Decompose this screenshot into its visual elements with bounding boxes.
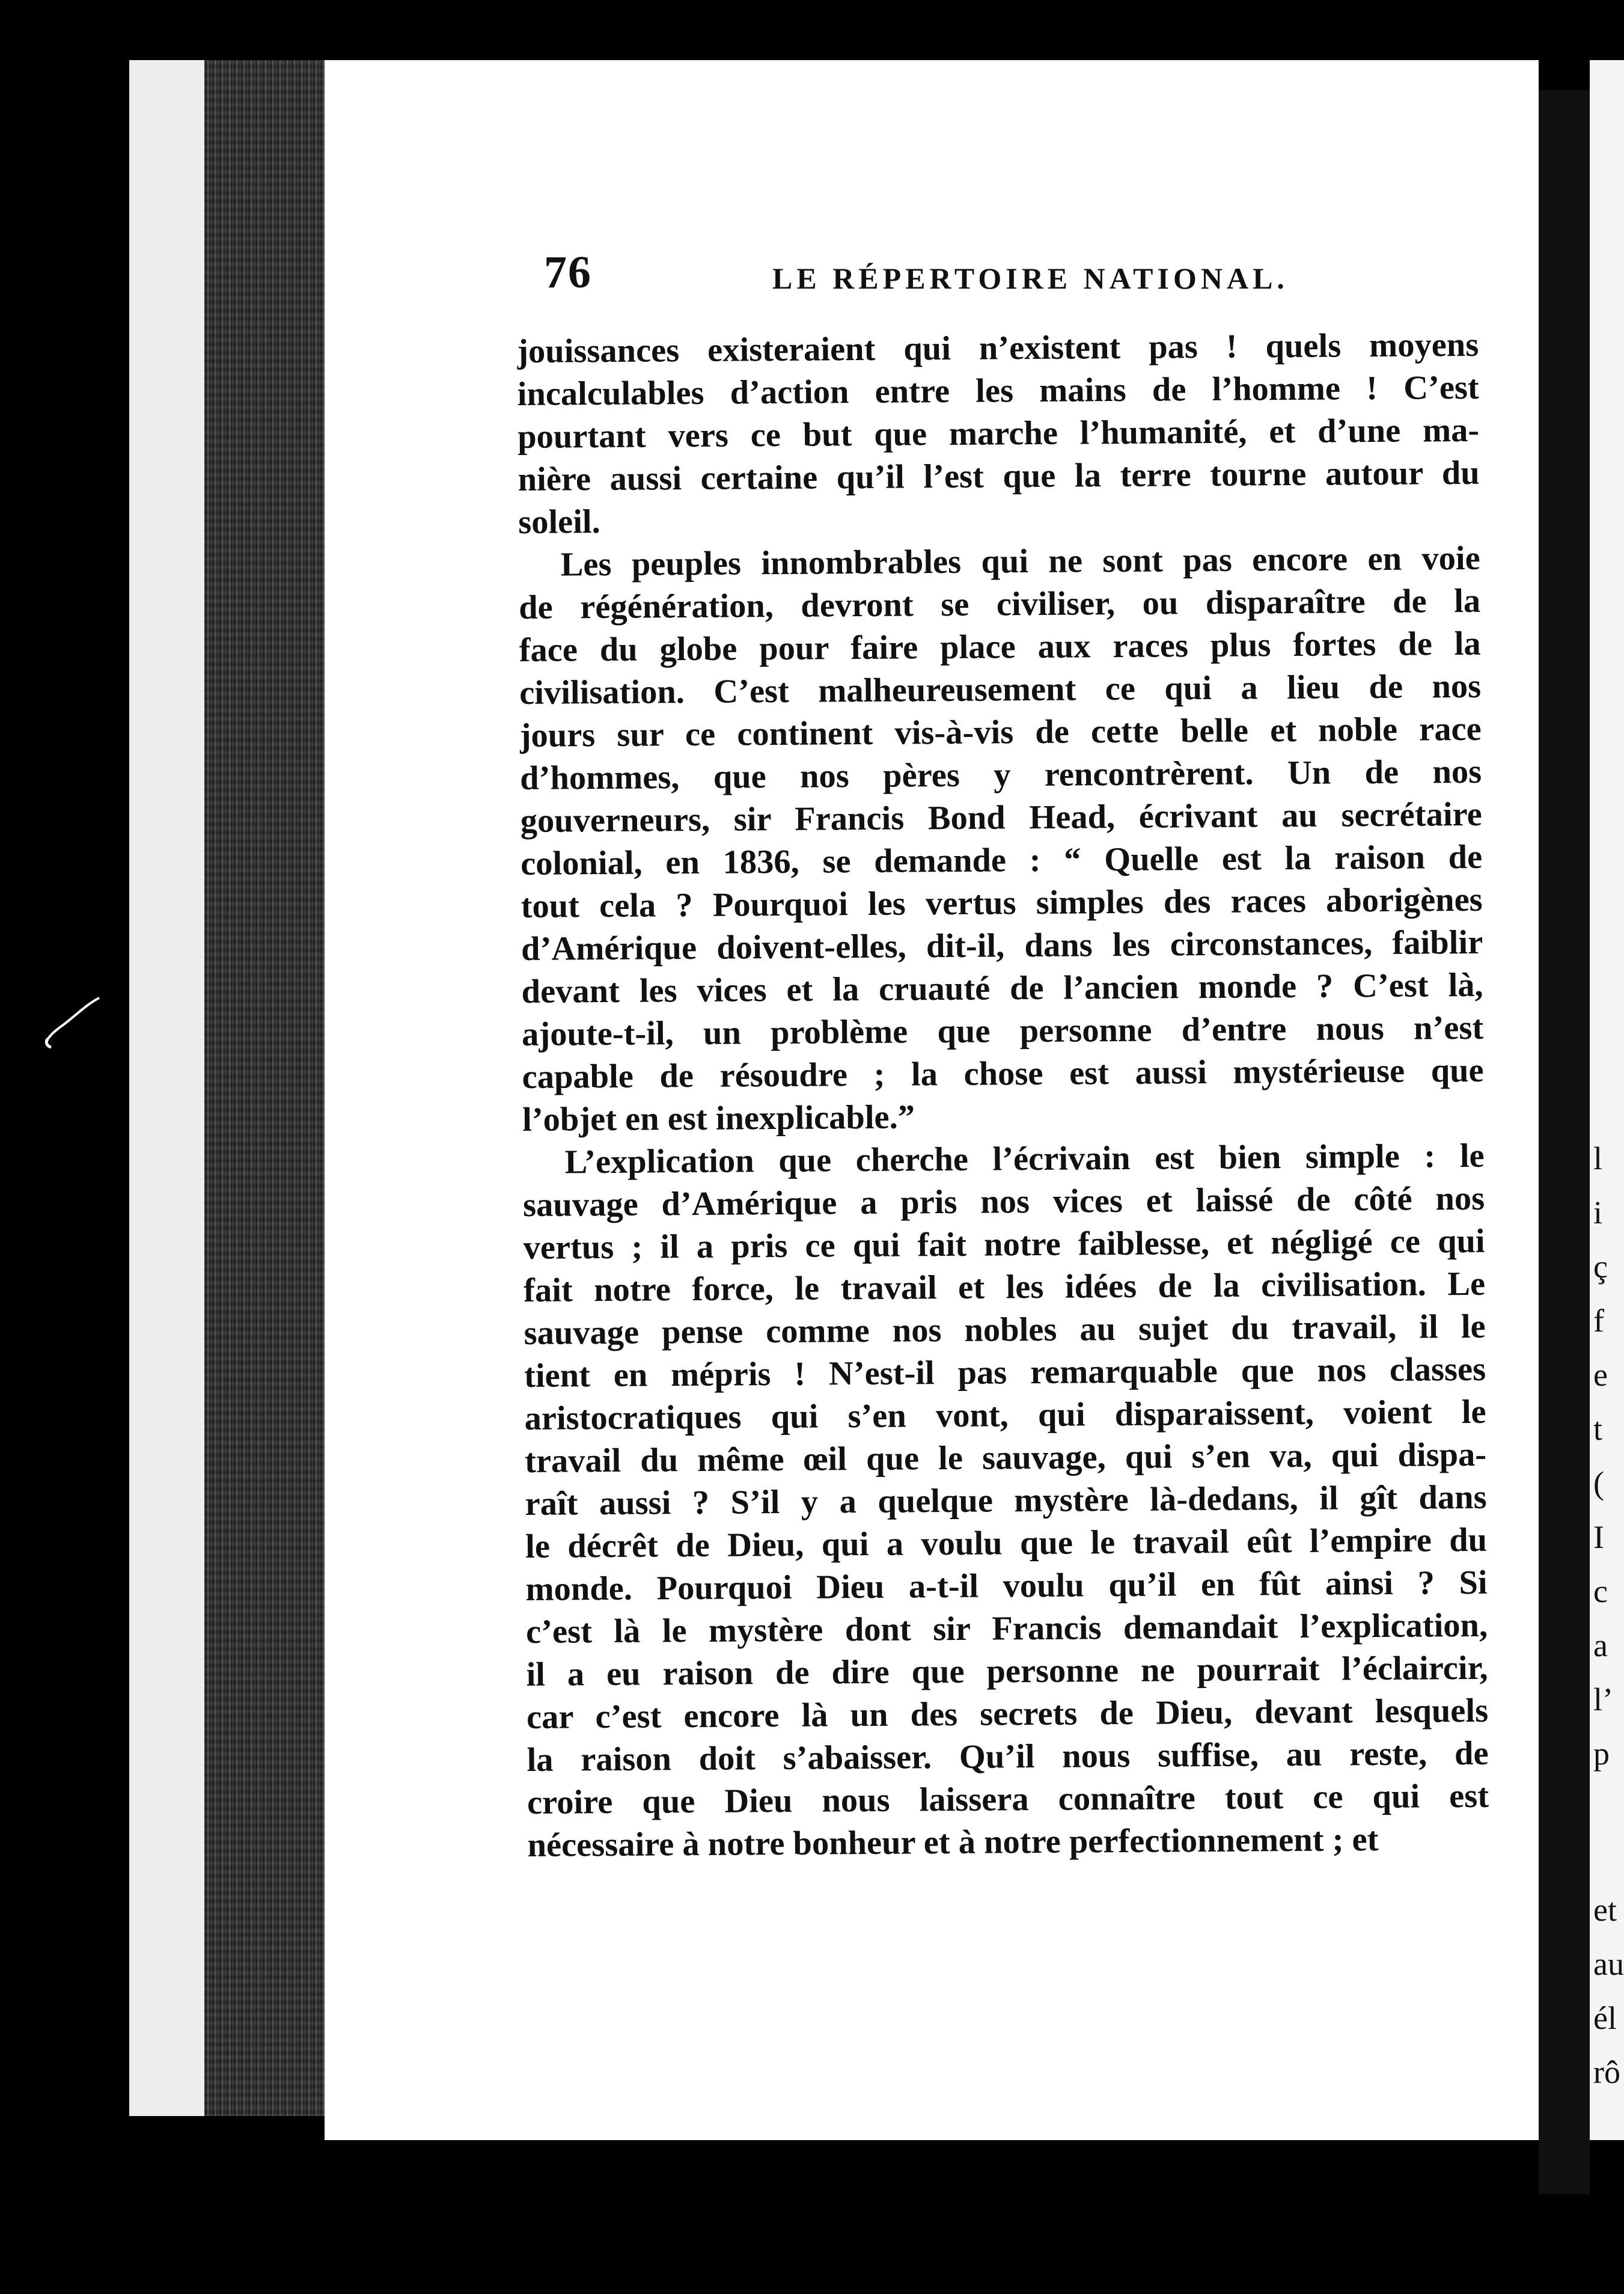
text-line: incalculables d’action entre les mains de l’homme ! C’est xyxy=(517,369,1479,413)
text-line: monde. Pourquoi Dieu a-t-il voulu qu’il en fût ainsi ? Si xyxy=(525,1564,1488,1608)
text-line: d’Amérique doivent-elles, dit-il, dans les circonstances, faiblir xyxy=(520,923,1483,968)
bleed-letter: I xyxy=(1593,1519,1604,1555)
paragraph xyxy=(522,1135,1489,1867)
text-line: il a eu raison de dire que personne ne pourrait l’éclaircir, xyxy=(526,1649,1488,1693)
text-line: de régénération, devront se civiliser, ou disparaître de la xyxy=(519,582,1481,626)
text-line: L’explication que cherche l’écrivain est bien simple : le xyxy=(564,1137,1485,1181)
facing-page-bleed xyxy=(1590,60,1624,2140)
text-line: ajoute-t-il, un problème que personne d’entre nous n’est xyxy=(521,1009,1484,1053)
bleed-letter: rô xyxy=(1593,2054,1620,2090)
text-line: le décrêt de Dieu, qui a voulu que le travail eût l’empire du xyxy=(525,1521,1488,1565)
text-line: aristocratiques qui s’en vont, qui disparaissent, voient le xyxy=(524,1393,1486,1437)
text-line: colonial, en 1836, se demande : “ Quelle est la raison de xyxy=(520,838,1483,882)
text-line: car c’est encore là un des secrets de Dieu, devant lesquels xyxy=(526,1692,1489,1736)
text-line: devant les vices et la cruauté de l’ancien monde ? C’est là, xyxy=(521,966,1483,1011)
text-line: jours sur ce continent vis-à-vis de cette belle et noble race xyxy=(519,710,1482,754)
bleed-letter: l’ xyxy=(1593,1681,1613,1717)
text-line: la raison doit s’abaisser. Qu’il nous suffise, au reste, de xyxy=(527,1734,1489,1779)
text-line: Les peuples innombrables qui ne sont pas encore en voie xyxy=(560,539,1480,584)
page-number: 76 xyxy=(544,247,592,298)
text-line: raît aussi ? S’il y a quelque mystère là-dedans, il gît dans xyxy=(525,1478,1487,1523)
bleed-letter: p xyxy=(1593,1736,1610,1772)
bleed-letter: t xyxy=(1593,1411,1603,1447)
text-line: c’est là le mystère dont sir Francis demandait l’explication, xyxy=(525,1606,1488,1651)
text-line: tout cela ? Pourquoi les vertus simples des races aborigènes xyxy=(520,881,1483,925)
bleed-letter: f xyxy=(1593,1303,1604,1339)
text-line: tient en mépris ! N’est-il pas remarquable que nos classes xyxy=(524,1350,1486,1395)
text-line: jouissances existeraient qui n’existent pas ! quels moyens xyxy=(517,326,1479,370)
text-line: sauvage d’Amérique a pris nos vices et laissé de côté nos xyxy=(522,1179,1485,1224)
bleed-letter: et xyxy=(1593,1892,1617,1928)
book-gutter xyxy=(204,60,325,2116)
text-line: nière aussi certaine qu’il l’est que la terre tourne autour du xyxy=(517,454,1480,498)
text-line: pourtant vers ce but que marche l’humanité, et d’une ma- xyxy=(517,411,1480,456)
text-line: vertus ; il a pris ce qui fait notre faiblesse, et négligé ce qui xyxy=(523,1222,1485,1267)
bleed-letter: ( xyxy=(1593,1465,1604,1501)
body-text xyxy=(517,324,1489,1867)
right-page-edge xyxy=(1539,90,1590,2194)
paragraph xyxy=(517,324,1480,544)
bleed-letter: ç xyxy=(1593,1249,1608,1285)
bleed-letter: a xyxy=(1593,1627,1608,1663)
text-line: fait notre force, le travail et les idées de la civilisation. Le xyxy=(523,1265,1486,1309)
text-line: gouverneurs, sir Francis Bond Head, écrivant au secrétaire xyxy=(520,795,1482,840)
bleed-letter: au xyxy=(1593,1946,1624,1982)
bleed-letter: e xyxy=(1593,1357,1608,1393)
paragraph xyxy=(518,537,1484,1142)
bleed-letter: c xyxy=(1593,1573,1608,1609)
text-line: sauvage pense comme nos nobles au sujet du travail, il le xyxy=(524,1308,1486,1352)
text-line: face du globe pour faire place aux races plus fortes de la xyxy=(519,625,1481,669)
text-line: capable de résoudre ; la chose est aussi mystérieuse que xyxy=(522,1051,1484,1096)
text-line: nécessaire à notre bonheur et à notre perfectionnement ; et xyxy=(527,1821,1379,1864)
bleed-letter: i xyxy=(1593,1194,1603,1231)
running-head xyxy=(544,246,1494,301)
text-line: travail du même œil que le sauvage, qui s’en va, qui dispa- xyxy=(524,1436,1487,1480)
text-line: civilisation. C’est malheureusement ce qui a lieu de nos xyxy=(519,667,1482,712)
text-line: l’objet en est inexplicable.” xyxy=(522,1098,915,1139)
text-line: croire que Dieu nous laissera connaître tout ce qui est xyxy=(527,1777,1489,1821)
bleed-letter: él xyxy=(1593,2000,1617,2036)
text-line: d’hommes, que nos pères y rencontrèrent. Un de nos xyxy=(519,753,1482,797)
text-line: soleil. xyxy=(518,503,600,541)
margin-scratch-mark xyxy=(39,992,105,1052)
bleed-letter: l xyxy=(1593,1140,1603,1176)
running-title: LE RÉPERTOIRE NATIONAL. xyxy=(772,262,1289,295)
